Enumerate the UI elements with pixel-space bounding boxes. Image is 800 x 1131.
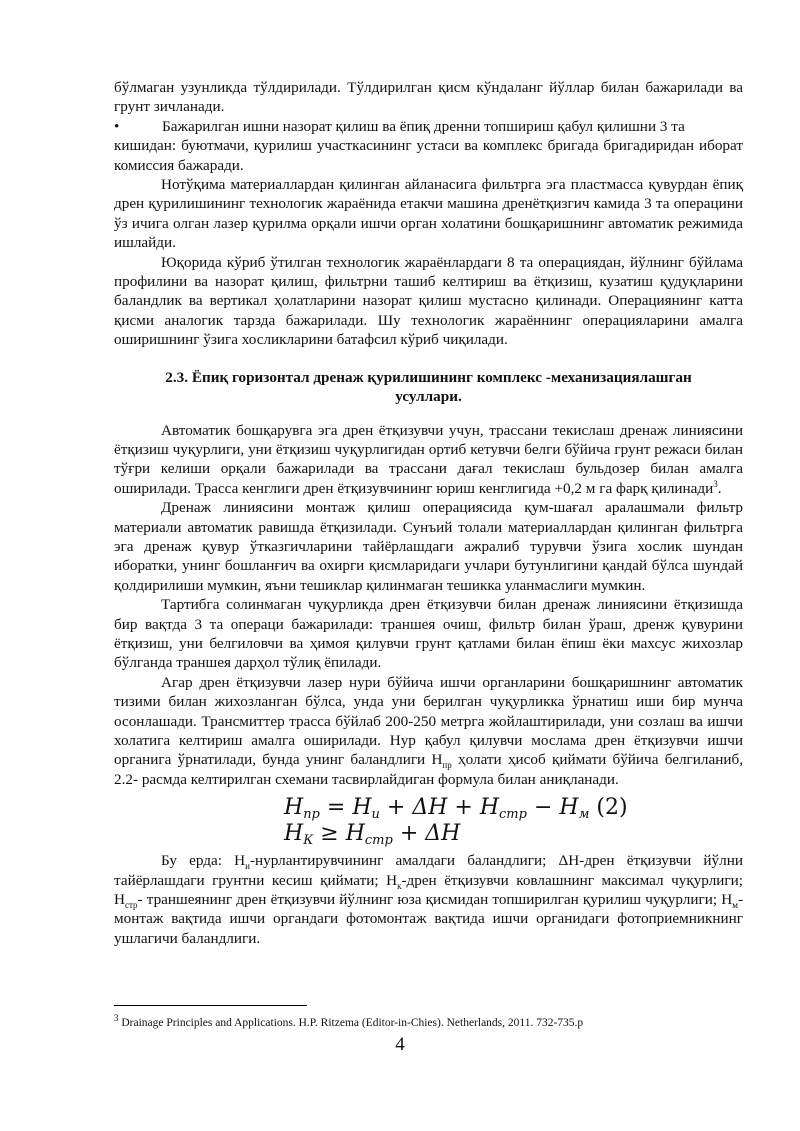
p9-part: -нурлантирувчининг амалдаги баландлиги; [249,852,559,870]
footnote-mark: 3 [114,1013,119,1024]
formula-h: H [559,795,579,821]
formula-number: (2) [596,795,628,821]
paragraph-8 [114,673,743,789]
formula-line-2 [284,821,743,847]
formula-sub: пр [303,807,320,823]
formula-op: − [533,795,553,821]
formula-h: H [284,795,304,821]
p9-sub: и [245,861,250,872]
paragraph-9 [114,851,743,948]
p9-part: - траншеянинг дрен ётқизувчи йўлнинг юза қисмидан топширилган қурилиш чуқурлиги; Н [137,891,733,909]
delta-symbol: Δ [558,852,569,870]
bullet-icon: • [114,117,120,135]
bullet-text-continuation: кишидан: буютмачи, қурилиш участкасининг устаси ва комплекс бригада бригадиридан иборат комиссия бажаради. [114,137,743,174]
formula-op: + [386,795,406,821]
footnote-text: Drainage Principles and Applications. H.P. Ritzema (Editor-in-Chies). Netherlands, 2011. 732-735.p [118,1017,584,1029]
formula-sub: и [371,807,380,823]
footnote [114,1013,754,1030]
formula-op: = [326,795,346,821]
paragraph-4: Юқорида кўриб ўтилган технологик жараёнлардаги 8 та операциядан, йўлнинг бўйлама профилини ва назорат қилиш, фильтрни ташиб келтириш ва ётқизиш, кузатиш қудуқларини баландлик ва вертикал ҳолатларини назорат қилиш мустасно қилинади. Операциянинг катта қисми аналогик тарзда бажарилади. Шу технологик жараённинг операцияларини амалга оширишнинг ўзига хосликларини батафсил кўриб чиқилади. [114,253,743,349]
formula-h: H [352,795,372,821]
p9-part: - монтаж вақтида ишчи органдаги фотомонтаж вақтида ишчи органидаги фотоприемникнинг ушлагичи баландлиги. [114,891,743,947]
p9-part: -дрен ётқизувчи ковлашнинг максимал чуқурлиги; Н [114,871,743,909]
footnote-ref[interactable]: 3 [713,478,718,489]
formula-delta: ΔH [412,795,448,821]
paragraph-3: Нотўқима материаллардан қилинган айланасига фильтрга эга пластмасса қувурдан ёпиқ дрен қурилишининг технологик жараёнида етакчи машина дренётқизгич камида 3 та операцини ўз ичига олган лазер қурилма орқали ишчи орган холатини бошқаришнинг автоматик режимида ишлайди. [114,176,743,252]
paragraph-7: Тартибга солинмаган чуқурликда дрен ётқизувчи билан дренаж линиясини ётқизишда бир вақтда 3 та операци бажарилади: траншея очиш, фильтр билан ўраш, дренж қувурини ётқизиш, уни белгиловчи ва ҳимоя қилувчи грунт қатлами билан ёпиш ёки махсус жихозлар бўлганда траншея дарҳол тўлиқ ёпилади. [114,596,743,672]
paragraph-8-sub: пр [442,760,452,771]
formula-op: ≥ [320,821,339,847]
p9-sub: м [732,900,738,911]
p9-part: Бу ерда: Н [161,852,246,870]
bullet-text-first-line: Бажарилган ишни назорат қилиш ва ёпиқ дренни топшириш қабул қилишни 3 та [162,117,685,135]
paragraph-5-text: Автоматик бошқарувга эга дрен ётқизувчи учун, трассани текислаш дренаж линиясини ётқизиш чуқурлиги, уни ётқизиш чуқурлигидан ортиб кетувчи белги бўйича грунт режаси билан тўғри келиши орқали бажарилади ва трассани дағал текислаш бульдозер билан амалга оширилади. Трасса кенглиги дрен ётқизувчининг юриш кенглигида +0,2 м га фарқ қилинади [114,421,743,497]
formula-sub: стр [499,807,527,823]
formula-block [284,795,743,847]
page-number: 4 [395,1034,405,1055]
section-heading: 2.3. Ёпиқ горизонтал дренаж қурилишининг комплекс -механизациялашган усуллари. [165,368,692,406]
formula-h: H [284,821,304,847]
paragraph-6: Дренаж линиясини монтаж қилиш операциясида қум-шағал аралашмали фильтр материали автоматик равишда ётқизилади. Сунъий толали материаллардан қилинган фильтрга эга дренаж қувур ўтказгичларини тайёрлашдаги ажралиб турувчи ўзига хослик шундан иборатки, унинг бошланғич ва охирги қисмларидаги учлари бутунлигини қандай бўлса шундай қолдирилиши мумкин, яъни тешиклар қилинмаган тешикка уланмаслиги мумкин. [114,499,743,594]
formula-sub: стр [364,833,393,849]
footnote-divider [114,1005,307,1006]
formula-sub: м [578,807,590,823]
paragraph-8-a: Агар дрен ётқизувчи лазер нури бўйича ишчи органларини бошқаришнинг автоматик тизими билан жихозланган бўлса, унда уни берилган чуқурликка ўрнатиш иши бир мунча осонлашади. Трансмиттер трасса бўйлаб 200-250 метрга жойлаштирилади, уни созлаш ва ишчи холатига келтириш амалга оширилади. Нур қабул қилувчи мослама дрен ётқизувчи ишчи органига ўрнатилади, бунда унинг баландлиги Н [114,673,743,769]
paragraph-5 [114,421,743,499]
document-body [114,78,743,948]
formula-op: + [399,821,419,847]
paragraph-1: бўлмаган узунликда тўлдирилади. Тўлдирилган қисм кўндаланг йўллар билан бажарилади ва грунт зичланади. [114,79,743,116]
formula-h: H [345,821,365,847]
formula-h: H [479,795,500,821]
formula-sub: К [303,833,314,849]
formula-op: + [454,795,473,821]
formula-delta: ΔH [425,821,461,847]
p9-part: Н-дрен ётқизувчи йўлни тайёрлашдаги грунтни кесиш қиймати; Н [114,852,743,889]
paragraph-5-end: . [717,479,722,497]
paragraph-8-b: ҳолати ҳисоб қиймати бўйича белгиланиб, 2.2- расмда келтирилган схемани тасвирлайдиган формула билан аниқланади. [114,751,743,788]
p9-sub: стр [124,900,138,911]
bullet-item [114,117,743,136]
p9-sub: к [397,880,402,891]
formula-line-1 [284,795,743,821]
